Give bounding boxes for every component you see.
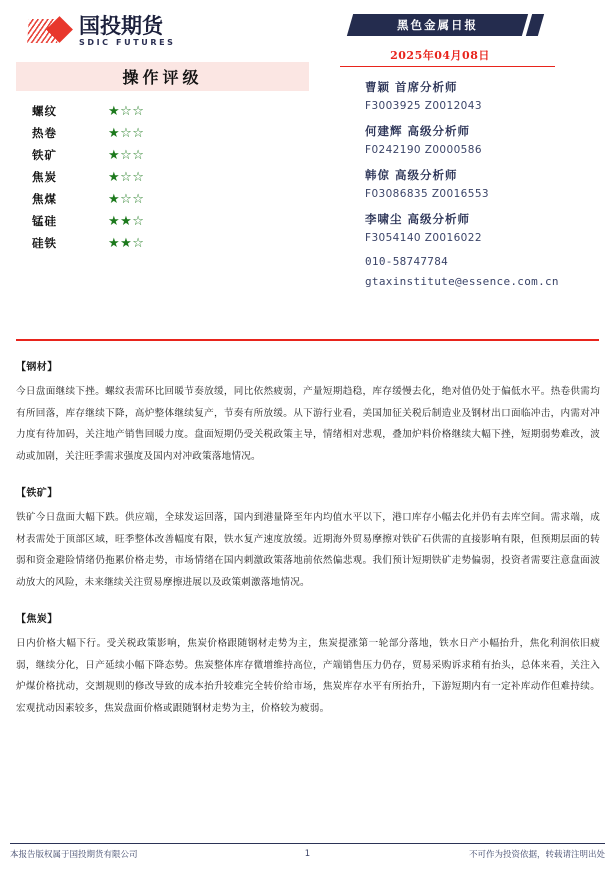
rating-row-label: 硅铁 — [32, 236, 57, 250]
rating-row-label: 锰硅 — [32, 214, 57, 228]
rating-list — [16, 100, 340, 254]
company-logo — [28, 14, 340, 48]
document-footer — [10, 848, 605, 860]
section-steel — [16, 358, 600, 467]
footer-disclaimer: 不可作为投资依据，转载请注明出处 — [468, 850, 605, 860]
header-divider — [16, 339, 599, 341]
logo-text — [79, 13, 176, 47]
report-type-banner — [346, 14, 605, 38]
section-coke — [16, 610, 600, 719]
logo-name-en: SDIC FUTURES — [79, 37, 176, 47]
rating-stars-icon: ★★☆ — [108, 235, 145, 251]
rating-stars-icon: ★☆☆ — [108, 169, 145, 185]
rating-row-label: 铁矿 — [32, 148, 57, 162]
footer-divider — [10, 843, 605, 844]
rating-row — [32, 122, 340, 144]
section-heading: 【钢材】 — [16, 362, 58, 373]
analyst-license-code: F3054140 Z0016022 — [365, 232, 482, 244]
document-header — [0, 0, 615, 330]
contact-phone: 010-58747784 — [365, 255, 449, 268]
rating-row-label: 热卷 — [32, 126, 57, 140]
analyst-name: 曹颖 首席分析师 — [365, 80, 458, 94]
logo-mark-icon — [28, 16, 74, 46]
banner-title: 黑色金属日报 — [397, 18, 478, 32]
rating-panel-title: 操作评级 — [16, 62, 309, 91]
analyst-license-code: F0242190 Z0000586 — [365, 144, 482, 156]
rating-stars-icon: ★☆☆ — [108, 147, 145, 163]
section-paragraph: 铁矿今日盘面大幅下跌。供应端，全球发运回落，国内到港量降至年内均值水平以下，港口库存小幅去化并仍有去库空间。需求端，成材表需处于顶部区域，旺季整体改善幅度有限，铁水复产速度放缓。近期海外贸易摩擦对铁矿石供需的直接影响有限，但预期层面的转弱和资金避险情绪仍拖累价格走势，市场情绪在国内刺激政策落地前依然偏悲观。我们预计短期铁矿走势偏弱，投资者需要注意盘面波动放大的风险，未来继续关注贸易摩擦进展以及政策刺激落地情况。 — [16, 512, 600, 588]
banner-tail-shape — [526, 14, 544, 36]
analyst-list — [340, 79, 605, 244]
report-body — [16, 358, 600, 736]
section-iron-ore — [16, 484, 600, 593]
rating-stars-icon: ★★☆ — [108, 213, 145, 229]
analyst-name: 何建辉 高级分析师 — [365, 124, 471, 138]
rating-row — [32, 100, 340, 122]
rating-stars-icon: ★☆☆ — [108, 125, 145, 141]
footer-copyright: 本报告版权属于国投期货有限公司 — [10, 850, 138, 860]
rating-row-label: 螺纹 — [32, 104, 57, 118]
contact-email[interactable]: gtaxinstitute@essence.com.cn — [365, 275, 559, 288]
analyst-license-code: F03086835 Z0016553 — [365, 188, 489, 200]
rating-row — [32, 166, 340, 188]
section-paragraph: 日内价格大幅下行。受关税政策影响，焦炭价格跟随钢材走势为主，焦炭提涨第一轮部分落地，铁水日产小幅抬升，焦化利润依旧疲弱，继续分化，日产延续小幅下降态势。焦炭整体库存微增维持高位，产端销售压力仍存，贸易采购诉求稍有抬头，总体来看，关注入炉煤价格扰动，交割规则的修改导致的成本抬升较难完全转价给市场，焦炭库存水平有所抬升，下游短期内有一定补库动作但难持续。宏观扰动因素较多，焦炭盘面价格或跟随钢材走势为主，价格较为疲弱。 — [16, 638, 600, 714]
section-heading: 【铁矿】 — [16, 488, 58, 499]
analyst-name: 李啸尘 高级分析师 — [365, 212, 471, 226]
rating-stars-icon: ★☆☆ — [108, 191, 145, 207]
contact-block — [340, 255, 605, 288]
rating-row — [32, 188, 340, 210]
rating-row-label: 焦煤 — [32, 192, 57, 206]
analyst-license-code: F3003925 Z0012043 — [365, 100, 482, 112]
rating-row — [32, 232, 340, 254]
section-heading: 【焦炭】 — [16, 614, 58, 625]
header-left-column — [0, 0, 340, 330]
header-right-column — [340, 0, 615, 330]
report-date: 2025年04月08日 — [390, 49, 490, 62]
rating-row-label: 焦炭 — [32, 170, 57, 184]
rating-row — [32, 144, 340, 166]
rating-row — [32, 210, 340, 232]
section-paragraph: 今日盘面继续下挫。螺纹表需环比回暖节奏放缓，同比依然疲弱，产量短期趋稳，库存缓慢去化，绝对值仍处于偏低水平。热卷供需均有所回落，库存继续下降，高炉整体继续复产，节奏有所放缓。从下游行业看，美国加征关税后制造业及钢材出口面临冲击，内需对冲力度有待加码，关注地产销售回暖力度。盘面短期仍受关税政策主导，情绪相对悲观，叠加炉料价格继续大幅下挫，短期弱势难改，波动或加剧，关注旺季需求强度及国内对冲政策落地情况。 — [16, 386, 600, 462]
analyst-name: 韩倞 高级分析师 — [365, 168, 458, 182]
footer-page-number: 1 — [304, 849, 311, 859]
banner-underline — [340, 66, 555, 67]
rating-stars-icon: ★☆☆ — [108, 103, 145, 119]
logo-name-cn: 国投期货 — [79, 13, 163, 38]
